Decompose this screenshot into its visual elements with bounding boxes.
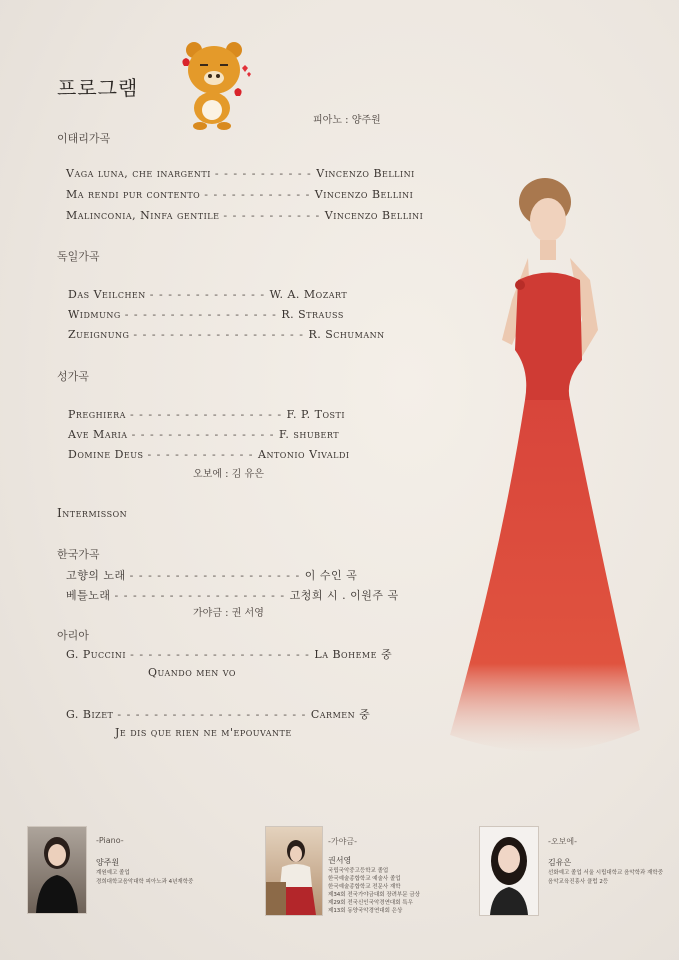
performer-name: 권서영 xyxy=(328,856,352,865)
piano-credit: 피아노 : 양주원 xyxy=(313,115,381,126)
section-heading-german: 독일가곡 xyxy=(57,250,100,263)
work-title: La Boheme 중 xyxy=(314,648,393,661)
composer-name: Antonio Vivaldi xyxy=(258,448,350,461)
program-row: Malinconia, Ninfa gentile - - - - - - - - - - - Vincenzo Bellini xyxy=(66,209,424,222)
composer-name: F. shubert xyxy=(278,428,340,441)
pianist-photo xyxy=(27,826,87,914)
aria-title: Quando men vo xyxy=(148,666,236,679)
page-title: 프로그램 xyxy=(57,76,139,100)
performer-name: 양주원 xyxy=(96,858,120,867)
composer-name: G. Puccini xyxy=(66,648,127,661)
aria-title: Je dis que rien ne m'epouvante xyxy=(115,726,292,739)
program-row: Preghiera - - - - - - - - - - - - - - - - - F. P. Tosti xyxy=(68,408,346,421)
program-row: Das Veilchen - - - - - - - - - - - - - W. A. Mozart xyxy=(68,288,348,301)
program-row: Vaga luna, che inargenti - - - - - - - - - - - Vincenzo Bellini xyxy=(66,167,415,180)
program-row: 고향의 노래 - - - - - - - - - - - - - - - - - - - 이 수인 곡 xyxy=(66,569,358,582)
gayageum-player-photo xyxy=(265,826,323,916)
performer-bio: 음악교육진흥사 클럽 2등 xyxy=(548,879,609,885)
song-title: Zueignung xyxy=(68,328,130,341)
composer-name: W. A. Mozart xyxy=(269,288,348,301)
performer-bio: 경희대학교음악대학 피아노과 4년재학중 xyxy=(96,879,194,885)
song-title: Domine Deus xyxy=(68,448,144,461)
program-row: Domine Deus - - - - - - - - - - - - Antonio Vivaldi xyxy=(68,448,350,461)
performer-bio: 한국예술종합학교 전문사 재학 xyxy=(328,884,401,890)
performer-name: 김유은 xyxy=(548,858,572,867)
soprano-portrait xyxy=(430,170,670,780)
program-row: Ave Maria - - - - - - - - - - - - - - - - F. shubert xyxy=(68,428,340,441)
performer-bio: 제13회 동양국악경연대회 은상 xyxy=(328,908,403,914)
composer-name: R. Strauss xyxy=(281,308,344,321)
composer-name: G. Bizet xyxy=(66,708,114,721)
composer-name: 이 수인 곡 xyxy=(304,569,358,582)
song-title: Ma rendi pur contento xyxy=(66,188,201,201)
song-title: Ave Maria xyxy=(68,428,128,441)
composer-name: 고청희 시 . 이원주 곡 xyxy=(289,589,399,602)
song-title: Vaga luna, che inargenti xyxy=(66,167,211,180)
song-title: Malinconia, Ninfa gentile xyxy=(66,209,220,222)
composer-name: Vincenzo Bellini xyxy=(314,188,414,201)
performer-role: -가야금- xyxy=(328,837,357,846)
program-row: 베틀노래 - - - - - - - - - - - - - - - - - - - 고청희 시 . 이원주 곡 xyxy=(66,589,399,602)
song-title: Widmung xyxy=(68,308,121,321)
program-row: Ma rendi pur contento - - - - - - - - - - - - Vincenzo Bellini xyxy=(66,188,414,201)
performer-bio: 계원예고 졸업 xyxy=(96,870,130,876)
aria-row: G. Puccini - - - - - - - - - - - - - - - - - - - - La Boheme 중 xyxy=(66,648,393,661)
section-heading-korean: 한국가곡 xyxy=(57,548,100,561)
program-row: Zueignung - - - - - - - - - - - - - - - - - - - R. Schumann xyxy=(68,328,385,341)
composer-name: F. P. Tosti xyxy=(286,408,346,421)
section-heading-sacred: 성가곡 xyxy=(57,370,89,383)
composer-name: Vincenzo Bellini xyxy=(316,167,415,180)
song-title: Das Veilchen xyxy=(68,288,146,301)
performer-role: -Piano- xyxy=(96,836,124,845)
oboist-portrait-icon xyxy=(480,827,538,915)
performer-bio: 선화예고 졸업 서울 시립대학교 음악학과 재학중 xyxy=(548,870,664,876)
performer-role: -오보에- xyxy=(548,837,577,846)
gayageum-portrait-icon xyxy=(266,827,322,915)
intermission-label: Intermisson xyxy=(57,506,128,520)
work-title: Carmen 중 xyxy=(310,708,371,721)
performer-bio: 국립국악중고등학교 졸업 xyxy=(328,868,389,874)
performer-bio: 한국예술종합학교 예술사 졸업 xyxy=(328,876,401,882)
composer-name: R. Schumann xyxy=(308,328,385,341)
song-title: 고향의 노래 xyxy=(66,569,126,582)
oboist-photo xyxy=(479,826,539,916)
performer-bio: 제34회 전국가야금대회 장려부문 금상 xyxy=(328,892,420,898)
composer-name: Vincenzo Bellini xyxy=(324,209,424,222)
gayageum-credit: 가야금 : 권 서영 xyxy=(193,608,264,619)
section-heading-italian: 이태리가곡 xyxy=(57,132,111,145)
performer-bio: 제29회 전국신인국악경연대회 특우 xyxy=(328,900,413,906)
oboe-credit: 오보에 : 김 유은 xyxy=(193,469,264,480)
bear-mascot-icon xyxy=(178,38,252,130)
aria-row: G. Bizet - - - - - - - - - - - - - - - - - - - - - Carmen 중 xyxy=(66,708,371,721)
program-row: Widmung - - - - - - - - - - - - - - - - - R. Strauss xyxy=(68,308,344,321)
song-title: 베틀노래 xyxy=(66,589,111,602)
pianist-portrait-icon xyxy=(28,827,86,913)
section-heading-aria: 아리아 xyxy=(57,629,89,642)
song-title: Preghiera xyxy=(68,408,126,421)
